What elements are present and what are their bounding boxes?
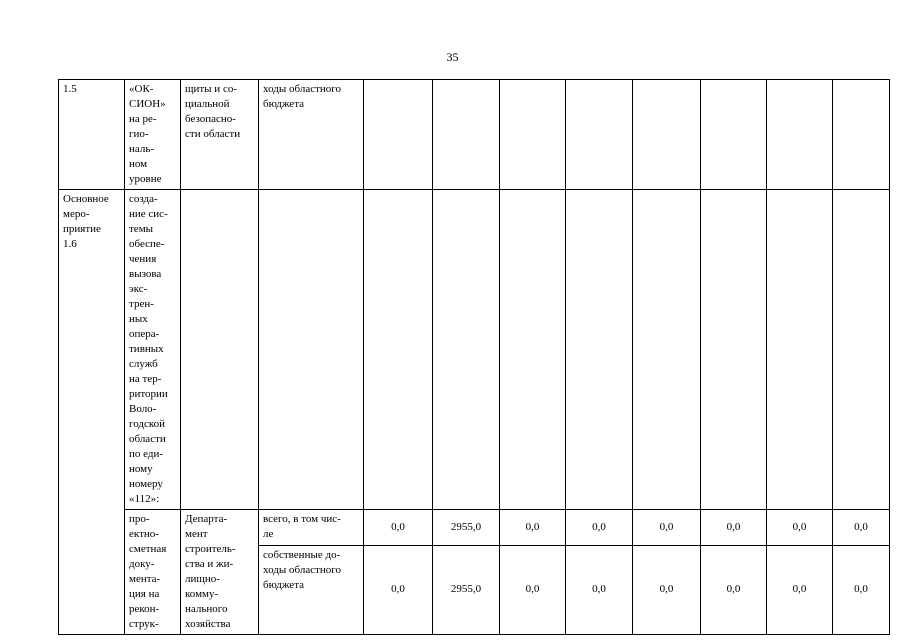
value-cell [433,80,500,190]
table-row-1-6 [59,190,890,510]
funding-source: ходы областного бюджета [259,80,364,190]
responsible-executor: щиты и со- циальной безопасно- сти области [181,80,259,190]
value-cell [364,190,433,510]
value-cell: 0,0 [633,510,701,546]
value-cell [701,190,767,510]
value-cell: 0,0 [701,545,767,634]
funding-source [259,190,364,510]
value-cell: 0,0 [833,545,890,634]
activity-code: Основное меро- приятие 1.6 [59,190,125,635]
value-cell: 2955,0 [433,545,500,634]
value-cell: 0,0 [500,510,566,546]
value-cell [566,190,633,510]
responsible-executor [181,190,259,510]
value-cell: 0,0 [701,510,767,546]
value-cell [833,80,890,190]
responsible-executor: Департа- мент строитель- ства и жи- лищно- комму- нального хозяйства [181,510,259,635]
value-cell [833,190,890,510]
value-cell [364,80,433,190]
value-cell: 0,0 [364,545,433,634]
value-cell [500,80,566,190]
value-cell: 0,0 [566,545,633,634]
value-cell [566,80,633,190]
value-cell: 0,0 [833,510,890,546]
value-cell: 0,0 [767,545,833,634]
value-cell: 0,0 [364,510,433,546]
value-cell: 0,0 [500,545,566,634]
value-cell [633,80,701,190]
program-table [58,79,890,635]
value-cell [767,190,833,510]
value-cell: 0,0 [633,545,701,634]
value-cell [500,190,566,510]
page-number: 35 [446,50,459,64]
value-cell [701,80,767,190]
activity-name: созда- ние сис- темы обеспе- чения вызова экс- трен- ных опера- тивных служб на тер- ритории Воло- годской области по еди- ному номеру «112»: [125,190,181,510]
value-cell: 0,0 [566,510,633,546]
activity-name: про- ектно- сметная доку- мента- ция на рекон- струк- [125,510,181,635]
table-row-1-5 [59,80,890,190]
value-cell: 2955,0 [433,510,500,546]
value-cell [767,80,833,190]
value-cell [433,190,500,510]
value-cell: 0,0 [767,510,833,546]
funding-source: всего, в том чис- ле [259,510,364,546]
funding-source: собственные до- ходы областного бюджета [259,545,364,634]
activity-name: «ОК- СИОН» на ре- гио- наль- ном уровне [125,80,181,190]
activity-code: 1.5 [59,80,125,190]
table-row-psd-total [59,510,890,546]
value-cell [633,190,701,510]
